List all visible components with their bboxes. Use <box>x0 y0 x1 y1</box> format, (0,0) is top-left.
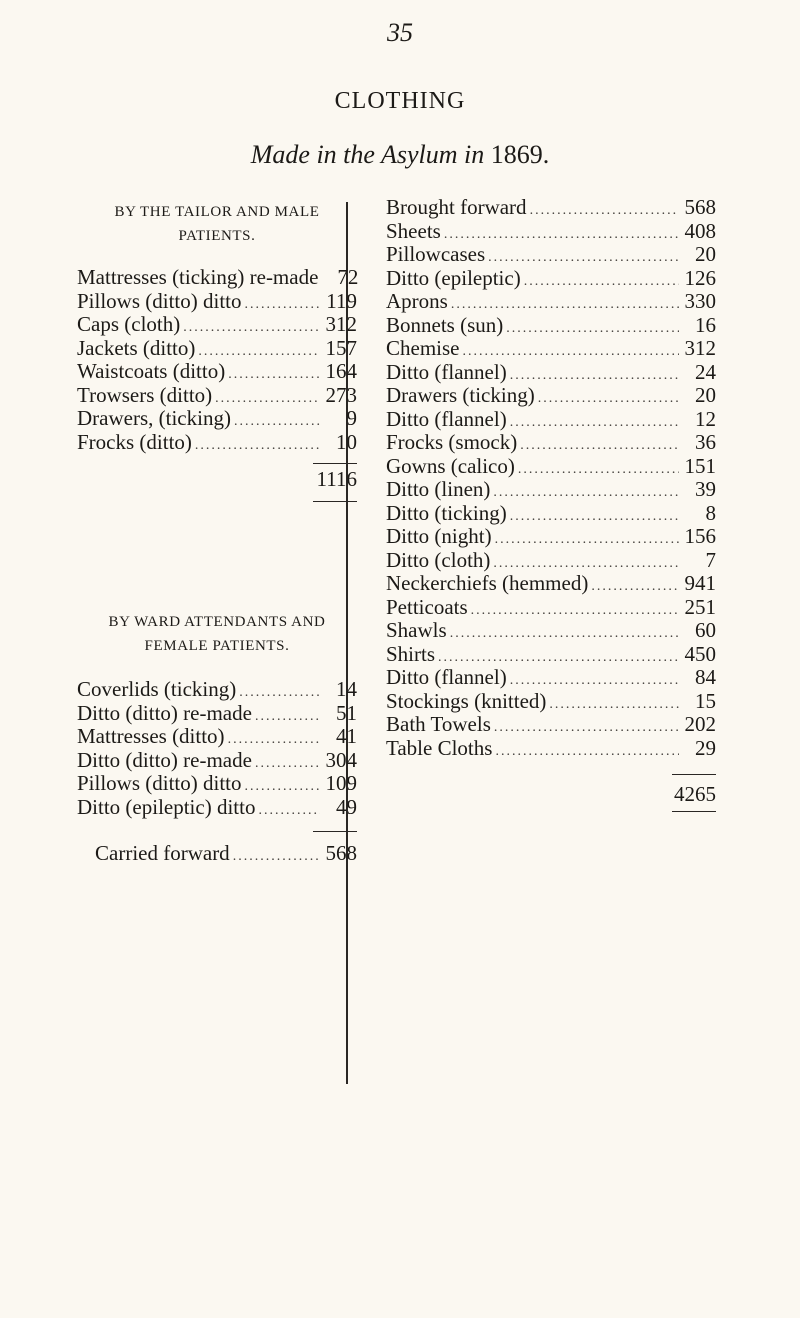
subtitle-year: 1869. <box>490 140 550 169</box>
total-underline <box>313 501 357 502</box>
list-item <box>386 337 716 361</box>
item-value: 408 <box>684 218 716 243</box>
item-label: Pillowcases <box>386 242 486 266</box>
tailor-heading-line-1: BY THE TAILOR AND MALE <box>114 204 320 220</box>
item-value: 7 <box>705 547 716 572</box>
dot-leader <box>518 458 679 482</box>
item-value: 450 <box>684 641 716 666</box>
item-label: Pillows (ditto) ditto <box>77 288 242 313</box>
carried-forward-label: Carried forward <box>95 841 230 865</box>
grand-total: 4265 <box>674 782 716 806</box>
item-value: 12 <box>695 406 716 431</box>
list-item <box>386 290 716 314</box>
item-label: Ditto (night) <box>386 524 492 548</box>
carried-forward-row <box>77 838 357 868</box>
dot-leader <box>506 317 679 341</box>
dot-leader <box>520 434 679 458</box>
item-value: 39 <box>695 477 716 501</box>
list-item <box>386 690 716 714</box>
ward-item-list <box>77 678 357 819</box>
list-item <box>386 243 716 267</box>
ward-section <box>77 610 357 868</box>
item-label: Ditto (epileptic) ditto <box>77 794 256 819</box>
item-label: Ditto (ditto) re-made <box>77 700 252 725</box>
item-label: Brought forward <box>386 195 527 219</box>
item-label: Pillows (ditto) ditto <box>77 771 242 795</box>
item-label: Table Cloths <box>386 735 493 760</box>
item-label: Gowns (calico) <box>386 453 515 478</box>
list-item <box>77 749 357 773</box>
page-subtitle <box>0 140 800 170</box>
list-item <box>77 360 357 384</box>
item-label: Stockings (knitted) <box>386 688 547 713</box>
dot-leader <box>524 270 679 294</box>
page-number: 35 <box>387 18 413 47</box>
list-item <box>77 337 357 361</box>
dot-leader <box>549 693 679 717</box>
dot-leader <box>245 775 320 799</box>
list-item <box>386 619 716 643</box>
list-item <box>386 408 716 432</box>
item-label: Waistcoats (ditto) <box>77 359 226 383</box>
item-label: Coverlids (ticking) <box>77 677 237 701</box>
item-label: Shirts <box>386 641 436 666</box>
item-value: 330 <box>684 289 716 313</box>
list-item <box>77 384 357 408</box>
item-label: Shawls <box>386 618 447 642</box>
item-value: 273 <box>325 382 357 407</box>
carried-forward-value: 568 <box>325 841 357 865</box>
list-item <box>386 455 716 479</box>
dot-leader <box>255 705 320 729</box>
total-underline <box>672 811 716 812</box>
list-item <box>77 725 357 749</box>
list-item <box>386 384 716 408</box>
list-item <box>77 313 357 337</box>
list-item <box>386 478 716 502</box>
item-label: Ditto (cloth) <box>386 547 491 572</box>
dot-leader <box>471 599 679 623</box>
list-item <box>386 314 716 338</box>
item-value: 60 <box>695 618 716 642</box>
item-value: 164 <box>325 359 357 383</box>
tailor-heading-line-2: PATIENTS. <box>178 228 256 244</box>
item-label: Ditto (flannel) <box>386 665 507 689</box>
list-item <box>77 702 357 726</box>
item-value: 10 <box>336 429 357 454</box>
tailor-section-heading <box>77 200 357 248</box>
item-value: 312 <box>325 312 357 336</box>
list-item <box>386 502 716 526</box>
item-value: 24 <box>695 359 716 384</box>
list-item <box>386 713 716 737</box>
item-value: 41 <box>336 724 357 748</box>
item-label: Jackets (ditto) <box>77 335 196 360</box>
dot-leader <box>450 622 679 646</box>
item-label: Bonnets (sun) <box>386 312 504 337</box>
dot-leader <box>255 752 320 776</box>
list-item <box>386 666 716 690</box>
item-value: 109 <box>325 771 357 795</box>
item-label: Petticoats <box>386 594 468 619</box>
item-value: 126 <box>684 265 716 290</box>
tailor-total: 1116 <box>316 467 357 491</box>
item-label: Drawers (ticking) <box>386 383 535 407</box>
item-label: Chemise <box>386 336 460 360</box>
dot-leader <box>495 740 679 764</box>
item-value: 312 <box>684 336 716 360</box>
item-label: Caps (cloth) <box>77 312 181 336</box>
list-item <box>386 267 716 291</box>
item-value: 568 <box>684 195 716 219</box>
item-label: Ditto (flannel) <box>386 359 507 384</box>
dot-leader <box>195 434 320 458</box>
item-label: Mattresses (ticking) re-made <box>77 265 319 289</box>
list-item <box>77 678 357 702</box>
page-title: CLOTHING <box>334 88 466 114</box>
item-value: 49 <box>336 794 357 819</box>
item-label: Frocks (ditto) <box>77 429 192 454</box>
item-label: Mattresses (ditto) <box>77 724 225 748</box>
item-value: 251 <box>684 594 716 619</box>
item-value: 8 <box>705 500 716 525</box>
item-label: Neckerchiefs (hemmed) <box>386 571 589 595</box>
item-value: 202 <box>684 712 716 736</box>
dot-leader <box>510 411 679 435</box>
item-value: 15 <box>695 688 716 713</box>
item-label: Ditto (ticking) <box>386 500 507 525</box>
dot-leader <box>530 199 679 223</box>
dot-leader <box>591 575 679 599</box>
item-label: Drawers, (ticking) <box>77 406 231 430</box>
item-value: 151 <box>684 453 716 478</box>
dot-leader <box>228 363 320 387</box>
list-item <box>77 407 357 431</box>
dot-leader <box>183 316 320 340</box>
list-item <box>386 196 716 220</box>
item-value: 20 <box>695 383 716 407</box>
dot-leader <box>510 505 679 529</box>
list-item <box>386 596 716 620</box>
list-item <box>77 431 357 455</box>
item-value: 29 <box>695 735 716 760</box>
item-label: Ditto (ditto) re-made <box>77 747 252 772</box>
list-item <box>386 572 716 596</box>
left-column <box>77 200 357 868</box>
list-item <box>386 549 716 573</box>
item-value: 9 <box>346 406 357 430</box>
item-value: 304 <box>325 747 357 772</box>
list-item <box>386 431 716 455</box>
item-value: 84 <box>695 665 716 689</box>
dot-leader <box>234 410 320 434</box>
list-item <box>77 266 357 290</box>
item-value: 14 <box>336 677 357 701</box>
list-item <box>77 290 357 314</box>
dot-leader <box>538 387 679 411</box>
right-item-list <box>386 196 716 760</box>
item-value: 156 <box>684 524 716 548</box>
item-value: 941 <box>684 571 716 595</box>
dot-leader <box>258 799 320 823</box>
item-value: 72 <box>337 265 359 289</box>
total-rule <box>672 774 716 775</box>
dot-leader <box>233 842 320 872</box>
dot-leader <box>510 364 679 388</box>
item-label: Ditto (epileptic) <box>386 265 521 290</box>
item-value: 119 <box>326 288 357 313</box>
ward-section-heading <box>77 610 357 658</box>
dot-leader <box>494 716 679 740</box>
list-item <box>386 220 716 244</box>
item-value: 51 <box>336 700 357 725</box>
ward-heading-line-2: FEMALE PATIENTS. <box>144 638 290 654</box>
subtotal-rule <box>313 831 357 832</box>
list-item <box>77 796 357 820</box>
list-item <box>386 737 716 761</box>
item-value: 16 <box>695 312 716 337</box>
tailor-item-list <box>77 266 357 454</box>
tailor-section <box>77 200 357 502</box>
item-value: 157 <box>325 335 357 360</box>
list-item <box>386 361 716 385</box>
item-label: Ditto (flannel) <box>386 406 507 431</box>
list-item <box>386 643 716 667</box>
item-label: Bath Towels <box>386 712 491 736</box>
dot-leader <box>245 293 320 317</box>
dot-leader <box>493 481 679 505</box>
ward-heading-line-1: BY WARD ATTENDANTS AND <box>108 614 326 630</box>
list-item <box>77 772 357 796</box>
item-label: Ditto (linen) <box>386 477 491 501</box>
item-label: Frocks (smock) <box>386 430 518 454</box>
item-label: Aprons <box>386 289 448 313</box>
item-value: 36 <box>695 430 716 454</box>
dot-leader <box>495 528 679 552</box>
item-label: Trowsers (ditto) <box>77 382 213 407</box>
item-label: Sheets <box>386 218 441 243</box>
subtitle-text: Made in the Asylum in <box>250 140 485 169</box>
right-column <box>386 196 716 812</box>
item-value: 20 <box>695 242 716 266</box>
list-item <box>386 525 716 549</box>
